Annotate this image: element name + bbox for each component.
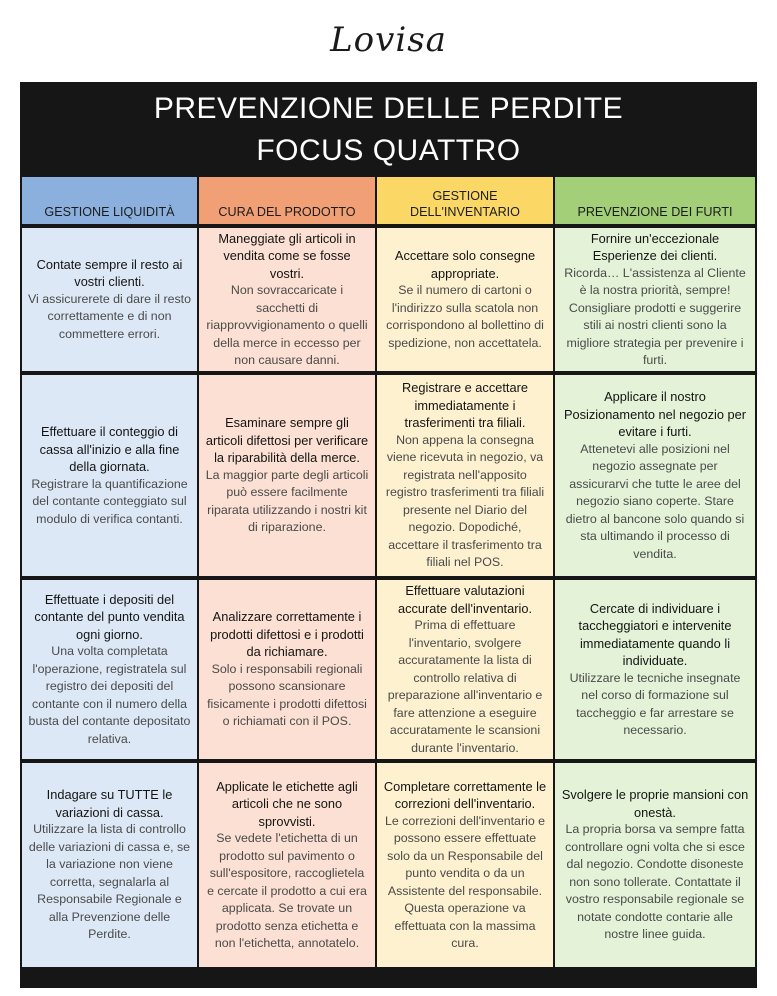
cell-lead: Indagare su TUTTE le variazioni di cassa. — [46, 787, 173, 820]
title-line-2: FOCUS QUATTRO — [256, 134, 521, 167]
cell-lead: Effettuare il conteggio di cassa all'inizio e alla fine della giornata. — [39, 424, 180, 474]
cell-body: La propria borsa va sempre fatta controllare ogni volta che si esce dal negozio. Condotte disoneste non sono tollerate. Contattate il vostro responsabile regionale se notate condotte contarie alle nostre linee guida. — [565, 822, 745, 942]
cell-lead: Analizzare correttamente i prodotti difettosi e i prodotti da richiamare. — [210, 609, 364, 660]
cell-body: Utilizzare la lista di controllo delle variazioni di cassa e, se la variazione non viene corretta, segnalarla al Responsabile Regionale e alla Prevenzione delle Perdite. — [28, 822, 191, 942]
table-cell — [377, 580, 553, 759]
cell-body: Registrare la quantificazione del contante conteggiato sul modulo di verifica contanti. — [31, 476, 188, 526]
cell-lead: Fornire un'eccezionale Esperienze dei clienti. — [590, 230, 720, 263]
table-cell — [555, 375, 755, 576]
cell-body: Ricorda… L'assistenza al Cliente è la nostra priorità, sempre! Consigliare prodotti e suggerire stili ai nostri clienti sono la migliore strategia per prevenire i furti. — [564, 265, 746, 367]
cell-body: Non sovraccaricate i sacchetti di riapprovvigionamento o quelli della merce in eccesso per non causare danni. — [206, 283, 368, 367]
cell-body: Se vedete l'etichetta di un prodotto sul pavimento o sull'espositore, raccoglietela e cercate il prodotto a cui era applicata. Se trovate un prodotto senza etichetta e non l'etichetta, annotatelo. — [207, 831, 367, 950]
cell-lead: Registrare e accettare immediatamente i trasferimenti tra filiali. — [402, 380, 528, 431]
column-header-inventory — [377, 177, 553, 224]
column-header-theft-prevention: PREVENZIONE DEI FURTI — [555, 177, 755, 224]
cell-body: Non appena la consegna viene ricevuta in negozio, va registrata nell'apposito registro trasferimenti tra filiali presente nel Diario del negozio. Dopodiché, accettare il trasferimento tra filiali nel POS. — [385, 432, 545, 570]
focus-table — [22, 177, 755, 969]
table-cell — [199, 375, 375, 576]
cell-body: Utilizzare le tecniche insegnate nel corso di formazione sul taccheggio e far arrestare se necessario. — [569, 670, 741, 737]
cell-lead: Accettare solo consegne appropriate. — [394, 248, 536, 281]
cell-lead: Effettuate i depositi del contante del punto vendita ogni giorno. — [34, 591, 185, 642]
table-cell — [377, 763, 553, 967]
table-cell — [377, 375, 553, 576]
table-cell — [199, 228, 375, 371]
cell-body: Vi assicurerete di dare il resto correttamente e di non commettere errori. — [28, 291, 191, 341]
table-cell — [555, 763, 755, 967]
cell-body: Solo i responsabili regionali possono scansionare fisicamente i prodotti difettosi o richiamati con il POS. — [207, 661, 367, 729]
cell-body: La maggior parte degli articoli può essere facilmente riparata utilizzando i nostri kit di riparazione. — [205, 467, 369, 535]
table-cell — [555, 580, 755, 759]
cell-body: Le correzioni dell'inventario e possono essere effettuate solo da un Responsabile del punto vendita o da un Assistente del responsabile. Questa operazione va effettuata con la massima cura. — [384, 813, 546, 950]
column-header-cash: GESTIONE LIQUIDITÀ — [22, 177, 197, 224]
cell-lead: Cercate di individuare i taccheggiatori e intervenite immediatamente quando li individuate. — [578, 600, 732, 668]
table-cell — [22, 375, 197, 576]
cell-body: Se il numero di cartoni o l'indirizzo sulla scatola non corrispondono al bollettino di spedizione, non accettatela. — [386, 283, 544, 350]
cell-lead: Completare correttamente le correzioni dell'inventario. — [383, 778, 547, 811]
cell-lead: Applicate le etichette agli articoli che ne sono sprovvisti. — [216, 778, 358, 829]
cell-lead: Maneggiate gli articoli in vendita come se fosse vostri. — [218, 230, 356, 281]
focus-poster — [20, 82, 757, 988]
cell-body: Una volta completata l'operazione, registratela sul registro dei depositi del contante con il numero della busta del contante depositato relativa. — [28, 644, 191, 746]
table-cell — [199, 580, 375, 759]
cell-lead: Effettuare valutazioni accurate dell'inventario. — [397, 583, 533, 616]
table-cell — [22, 763, 197, 967]
table-cell — [377, 228, 553, 371]
cell-lead: Esaminare sempre gli articoli difettosi per verificare la riparabilità della merce. — [205, 415, 369, 466]
table-cell — [199, 763, 375, 967]
cell-body: Attenetevi alle posizioni nel negozio assegnate per assicurarvi che tutte le aree del negozio siano coperte. Stare dietro al bancone solo quando si sta ultimando il processo di vendita. — [565, 441, 745, 561]
lovisa-logo: Lovisa — [330, 20, 447, 60]
poster-title — [20, 88, 757, 172]
column-header-product-care: CURA DEL PRODOTTO — [199, 177, 375, 224]
cell-lead: Applicare il nostro Posizionamento nel negozio per evitare i furti. — [563, 389, 747, 439]
table-cell — [22, 228, 197, 371]
cell-lead: Contate sempre il resto ai vostri clienti. — [36, 256, 183, 290]
column-header-inventory-text: GESTIONE DELL'INVENTARIO — [410, 189, 520, 219]
cell-body: Prima di effettuare l'inventario, svolgere accuratamente la lista di controllo relativa di preparazione all'inventario e fare attenzione a eseguire accuratamente le scansioni durante l'inventario. — [387, 618, 543, 755]
table-cell — [555, 228, 755, 371]
cell-lead: Svolgere le proprie mansioni con onestà. — [561, 787, 749, 820]
table-cell — [22, 580, 197, 759]
title-line-1: PREVENZIONE DELLE PERDITE — [153, 92, 624, 125]
